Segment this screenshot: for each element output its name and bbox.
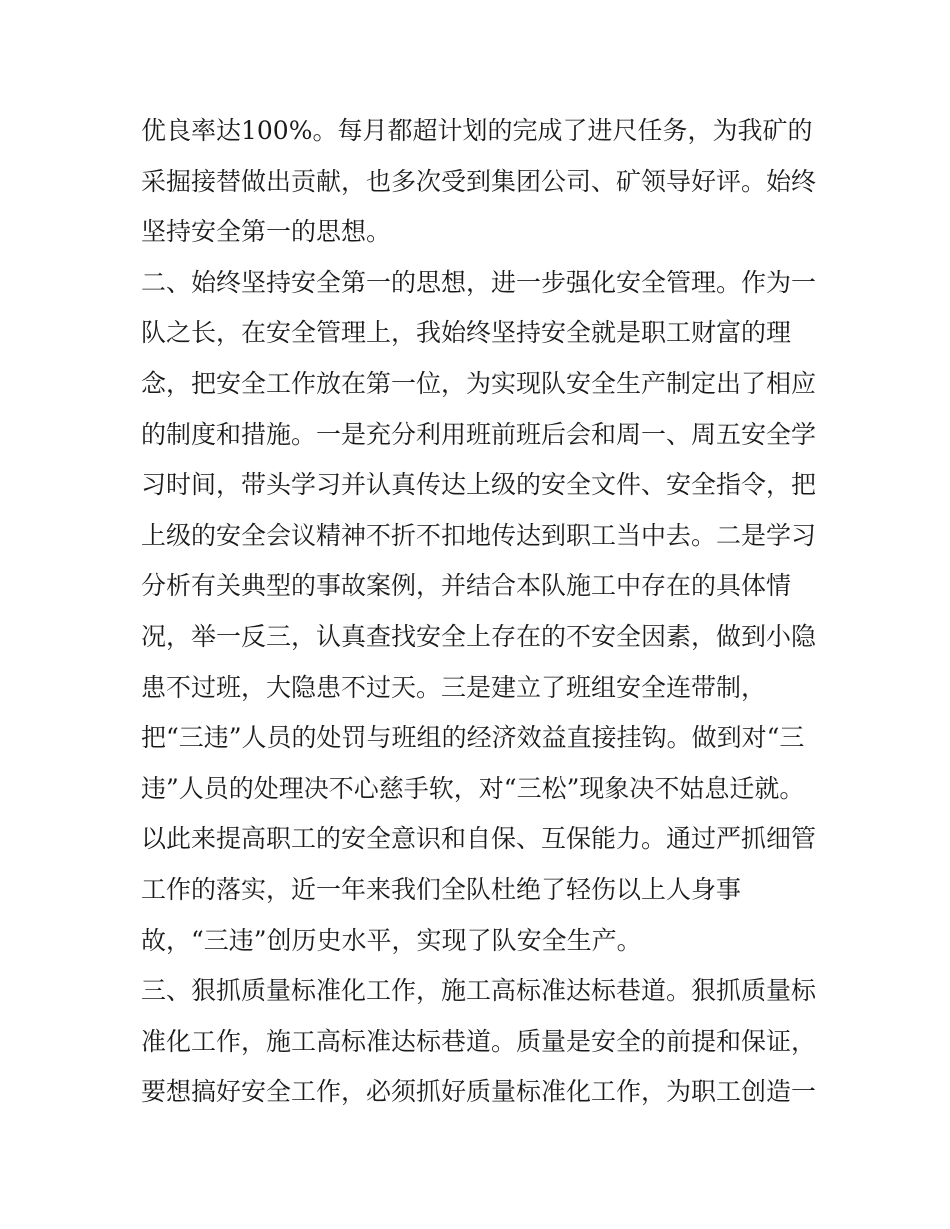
- text-line: 上级的安全会议精神不折不扣地传达到职工当中去。二是学习: [141, 520, 817, 550]
- text-line: 把“三违”人员的处罚与班组的经济效益直接挂钩。做到对“三: [141, 723, 805, 753]
- text-line: 的制度和措施。一是充分利用班前班后会和周一、周五安全学: [141, 419, 817, 449]
- text-line: 习时间，带头学习并认真传达上级的安全文件、安全指令，把: [141, 470, 817, 500]
- text-line: 队之长，在安全管理上，我始终坚持安全就是职工财富的理: [141, 318, 792, 348]
- text-line: 故，“三违”创历史水平，实现了队安全生产。: [141, 925, 642, 955]
- text-line: 坚持安全第一的思想。: [141, 217, 392, 247]
- text-line: 二、始终坚持安全第一的思想，进一步强化安全管理。作为一: [141, 267, 817, 297]
- text-line: 以此来提高职工的安全意识和自保、互保能力。通过严抓细管: [141, 824, 817, 854]
- text-line: 分析有关典型的事故案例，并结合本队施工中存在的具体情: [141, 571, 792, 601]
- text-line: 违”人员的处理决不心慈手软，对“三松”现象决不姑息迁就。: [141, 773, 805, 803]
- text-line: 优良率达100%。每月都超计划的完成了进尺任务，为我矿的: [141, 116, 813, 145]
- text-line: 采掘接替做出贡献，也多次受到集团公司、矿领导好评。始终: [141, 166, 817, 196]
- text-line: 患不过班，大隐患不过天。三是建立了班组安全连带制，: [141, 672, 767, 702]
- body-text: [141, 106, 821, 1118]
- text-line: 准化工作，施工高标准达标巷道。质量是安全的前提和保证，: [141, 1026, 817, 1056]
- text-line: 要想搞好安全工作，必须抓好质量标准化工作，为职工创造一: [141, 1077, 817, 1107]
- text-line: 三、狠抓质量标准化工作，施工高标准达标巷道。狠抓质量标: [141, 976, 817, 1006]
- text-line: 工作的落实，近一年来我们全队杜绝了轻伤以上人身事: [141, 874, 742, 904]
- text-line: 况，举一反三，认真查找安全上存在的不安全因素，做到小隐: [141, 621, 817, 651]
- text-line: 念，把安全工作放在第一位，为实现队安全生产制定出了相应: [141, 368, 817, 398]
